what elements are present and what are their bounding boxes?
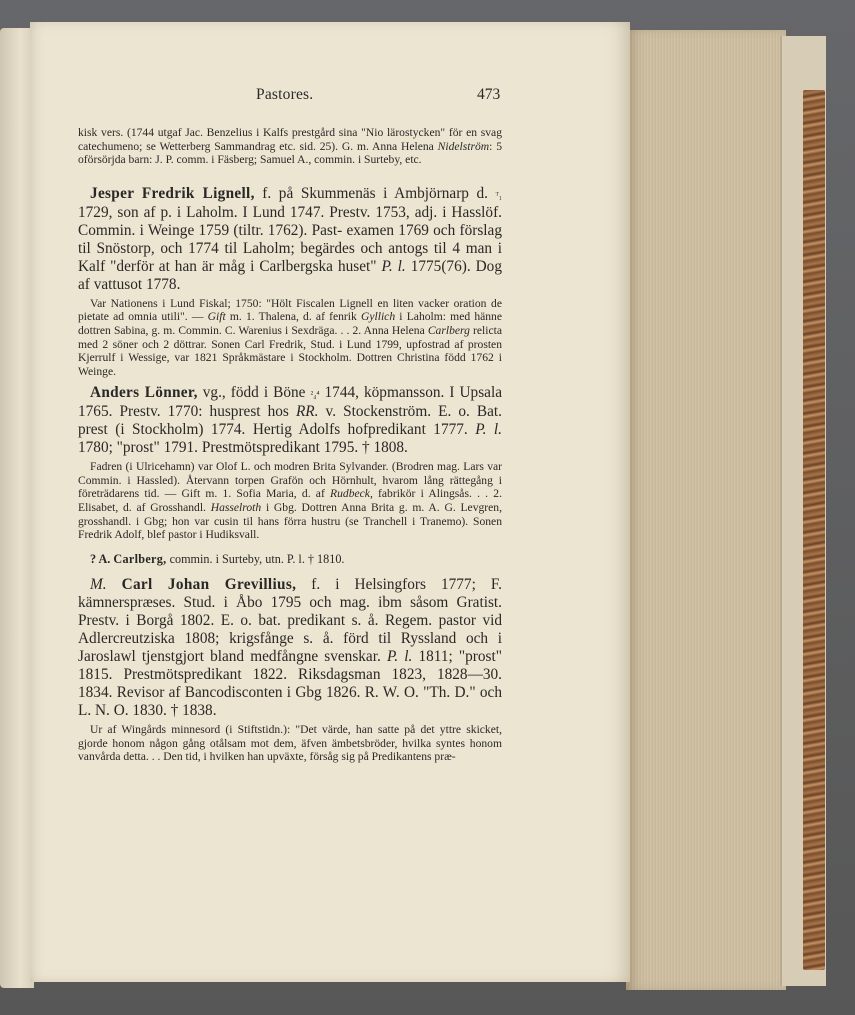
entry-name: Carlberg, (113, 551, 167, 566)
entry-name: Anders Lönner, (90, 384, 198, 402)
entry-lignell: Jesper Fredrik Lignell, f. på Skummenäs i Ambjörnarp d. ᵀ₁ 1729, son af p. i Laholm. I Lund 1747. Prestv. 1753, adj. i Hasslöf. Commin. i Weinge 1759 (tiltr. 1762). Past- examen 1769 och förslag til Snöstorp, och 1774 til Laholm; begärdes och antogs til 4 man i Kalf "derför at han är måg i Carlbergska huset" P. l. 1775(76). Dog af vattusot 1778. (78, 184, 502, 293)
running-title: Pastores. (256, 86, 314, 103)
entry-lonner-note: Fadren (i Ulricehamn) var Olof L. och modren Brita Sylvander. (Brodren mag. Lars var Commin. i Hassled). Återvann torpen Grafön och Hörnhult, hvarom lång rättegång i företrädarens tid. — Gift m. 1. Sofia Maria, d. af Rudbeck, fabrikör i Alingsås. . . 2. Elisabet, d. af Grosshandl. Hasselroth i Gbg. Dottren Anna Brita g. m. A. G. Levgren, grosshandl. i Gbg; hon var cusin til hans förra hustru (se Tranchell i Tranemo). Sonen Fredrik Adolf, blef pastor i Hudiksvall. (78, 460, 503, 542)
entry-lignell-note: Var Nationens i Lund Fiskal; 1750: "Hölt Fiscalen Lignell en liten vacker oration de pietate ad omnia utili". — Gift m. 1. Thalena, d. af fenrik Gyllich i Laholm: med hänne dottren Sabina, g. m. Commin. C. Warenius i Sexdräga. . . 2. Anna Helena Carlberg relicta med 2 söner och 2 döttrar. Sonen Carl Fredrik, Stud. i Lund 1799, upfostrad af prosten Kjerrulf i Wessige, var 1821 Språkmästare i Stockholm. Dottren Christina född 1762 i Weinge. (78, 296, 503, 378)
entry-continuation: kisk vers. (1744 utgaf Jac. Benzelius i Kalfs prestgård sina "Nio lärostycken" för en svag catechumeno; se Wetterberg Sammandrag etc. sid. 25). G. m. Anna Helena Nidelström: 5 oförsörjda barn: J. P. comm. i Fäsberg; Samuel A., commin. i Surteby, etc. (78, 126, 503, 167)
page-header (30, 86, 630, 110)
book-cover-spine (803, 90, 825, 970)
entry-grevillius-note: Ur af Wingårds minnesord (i Stiftstidn.): "Det värde, han satte på det yttre skicket, gjorde honom någon gång otålsam mot dem, äfven ämbetsbröder, hvilka syntes honom vanvårda detta. . . Den tid, i hvilken han upväxte, försåg sig på Predikantens præ- (78, 723, 502, 764)
entry-grevillius: M. Carl Johan Grevillius, f. i Helsingfors 1777; F. kämnerspræses. Stud. i Åbo 1795 och mag. ibm såsom Gratist. Prestv. i Borgå 1802. E. o. bat. predikant s. å. Regem. pastor vid Adlercreutziska 1808; krigsfånge s. å. förd til Ryssland och i Jaroslawl tjenstgjort bland medfångne svenskar. P. l. 1811; "prost" 1815. Prestmötspredikant 1822. Riksdagsman 1823, 1828—30. 1834. Revisor af Bancodisconten i Gbg 1826. R. W. O. "Th. D." och L. N. O. 1830. † 1838. (78, 575, 502, 719)
entry-lonner: Anders Lönner, vg., född i Böne ²₄⁴ 1744, köpmansson. I Upsala 1765. Prestv. 1770: husprest hos RR. v. Stockenström. E. o. Bat. prest (i Stockholm) 1774. Hertig Adolfs hofpredikant 1777. P. l. 1780; "prost" 1791. Prestmötspredikant 1795. † 1808. (78, 384, 502, 457)
facing-page-edge (0, 28, 34, 988)
page-number: 473 (477, 86, 501, 103)
entry-name: Carl Johan Grevillius, (121, 575, 297, 593)
book-page-block (626, 30, 786, 990)
entry-name: Jesper Fredrik Lignell, (90, 184, 255, 202)
text-column (78, 126, 502, 764)
entry-carlberg: ? A. Carlberg, commin. i Surteby, utn. P. l. † 1810. (90, 551, 345, 566)
